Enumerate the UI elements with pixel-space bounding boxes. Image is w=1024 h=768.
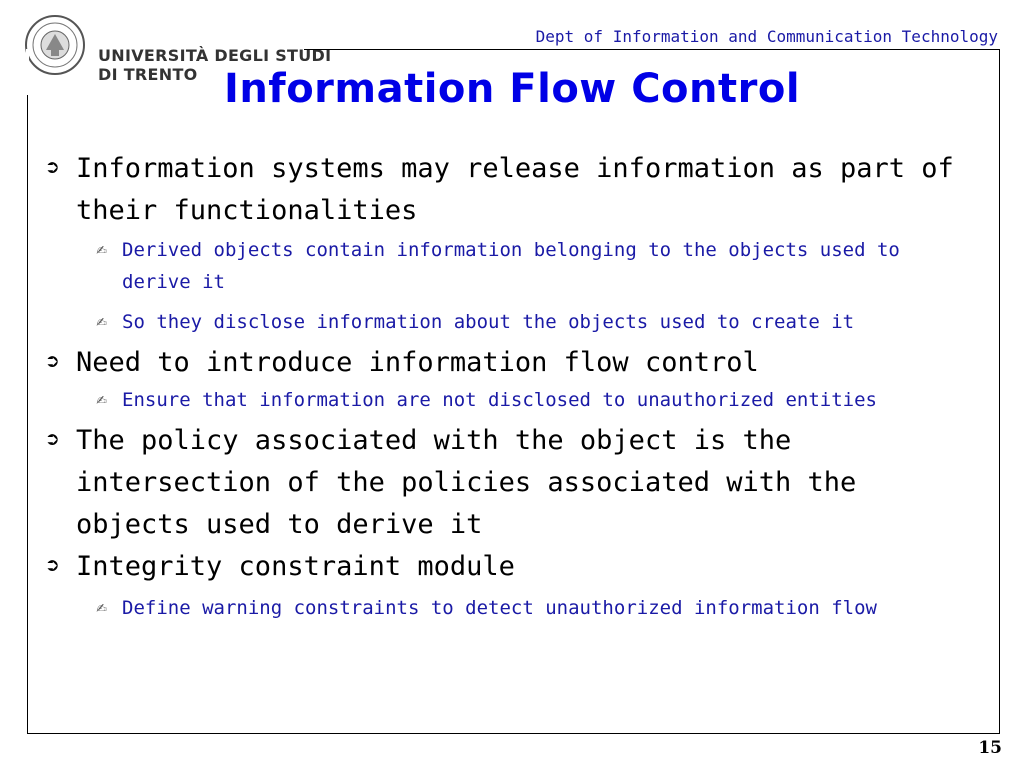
pencil-bullet-icon: ✍ [96,597,107,618]
arrow-bullet-icon: ➲ [46,554,60,579]
sub-bullet-text: Define warning constraints to detect unauthorized information flow [122,597,877,619]
university-name-line2: DI TRENTO [98,65,198,84]
sub-bullet-text: Ensure that information are not disclosed to unauthorized entities [122,389,877,411]
pencil-bullet-icon: ✍ [96,389,107,410]
bullet-item [46,420,976,546]
sub-bullet-item [46,384,976,416]
arrow-bullet-icon: ➲ [46,428,60,453]
pencil-bullet-icon: ✍ [96,311,107,332]
arrow-bullet-icon: ➲ [46,156,60,181]
bullet-item [46,546,976,588]
bullet-text: Need to introduce information flow control [76,347,759,378]
bullet-text: Information systems may release information as part of their functionalities [76,153,954,226]
bullet-item [46,342,976,384]
bullet-list [46,148,976,624]
bullet-text: The policy associated with the object is the intersection of the policies associated with the objects used to derive it [76,425,857,540]
sub-bullet-text: So they disclose information about the objects used to create it [122,311,855,333]
sub-bullet-item [46,234,976,298]
sub-bullet-text: Derived objects contain information belonging to the objects used to derive it [122,239,900,293]
department-name: Dept of Information and Communication Technology [535,27,998,46]
sub-bullet-item [46,592,976,624]
university-name-line1: UNIVERSITÀ DEGLI STUDI [98,46,332,65]
page-number: 15 [978,738,1002,758]
slide-title: Information Flow Control [223,66,801,112]
sub-bullet-item [46,306,976,338]
pencil-bullet-icon: ✍ [96,239,107,260]
bullet-text: Integrity constraint module [76,551,515,582]
arrow-bullet-icon: ➲ [46,350,60,375]
bullet-item [46,148,976,232]
